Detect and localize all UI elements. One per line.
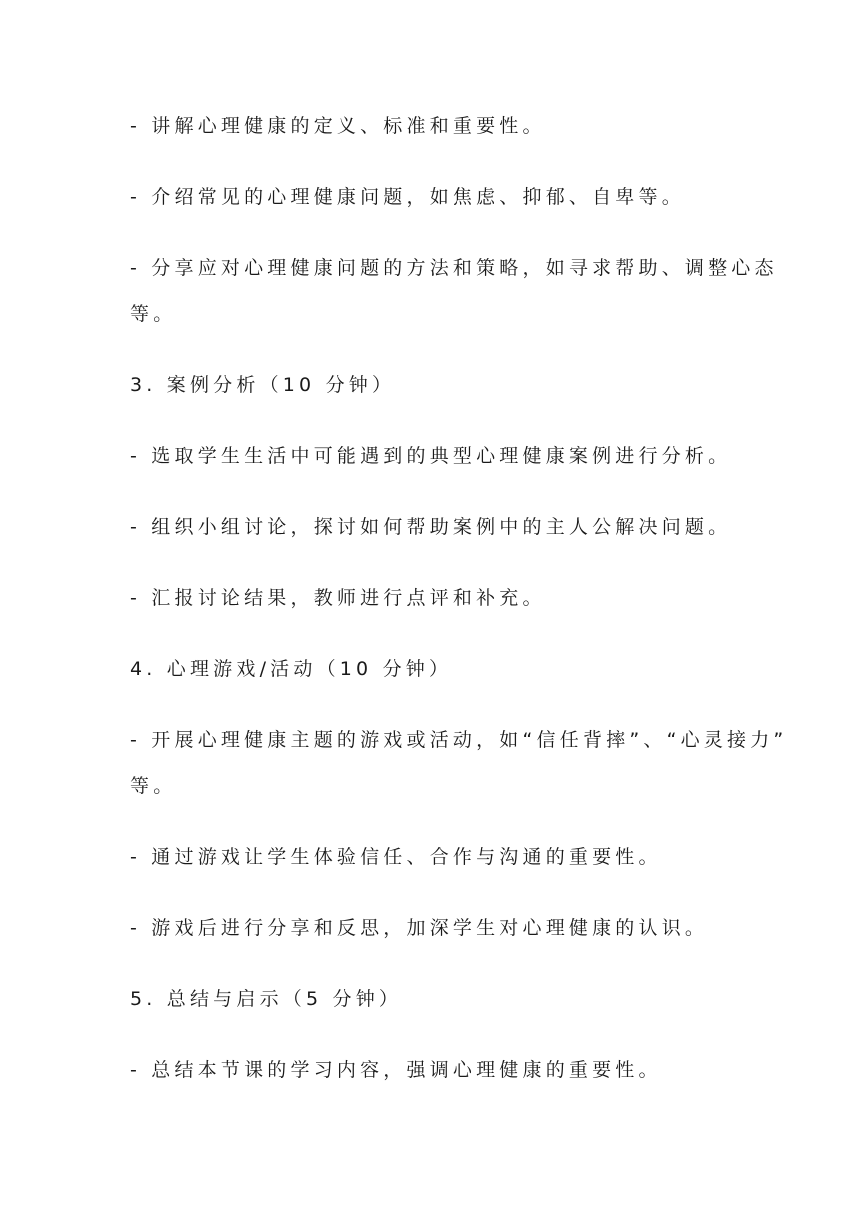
bullet-line: - 开展心理健康主题的游戏或活动，如“信任背摔”、“心灵接力” xyxy=(130,729,788,751)
continuation-line: 等。 xyxy=(130,303,177,325)
bullet-line: - 介绍常见的心理健康问题，如焦虑、抑郁、自卑等。 xyxy=(130,186,685,208)
bullet-line: - 分享应对心理健康问题的方法和策略，如寻求帮助、调整心态 xyxy=(130,257,778,279)
section-heading: 3. 案例分析（10 分钟） xyxy=(130,374,396,396)
bullet-line: - 通过游戏让学生体验信任、合作与沟通的重要性。 xyxy=(130,846,662,868)
bullet-line: - 汇报讨论结果，教师进行点评和补充。 xyxy=(130,587,546,609)
bullet-line: - 选取学生生活中可能遇到的典型心理健康案例进行分析。 xyxy=(130,445,732,467)
bullet-line: - 游戏后进行分享和反思，加深学生对心理健康的认识。 xyxy=(130,917,709,939)
section-heading: 5. 总结与启示（5 分钟） xyxy=(130,988,403,1010)
section-heading: 4. 心理游戏/活动（10 分钟） xyxy=(130,658,453,680)
bullet-line: - 组织小组讨论，探讨如何帮助案例中的主人公解决问题。 xyxy=(130,516,732,538)
bullet-line: - 总结本节课的学习内容，强调心理健康的重要性。 xyxy=(130,1059,662,1081)
bullet-line: - 讲解心理健康的定义、标准和重要性。 xyxy=(130,115,546,137)
continuation-line: 等。 xyxy=(130,775,177,797)
